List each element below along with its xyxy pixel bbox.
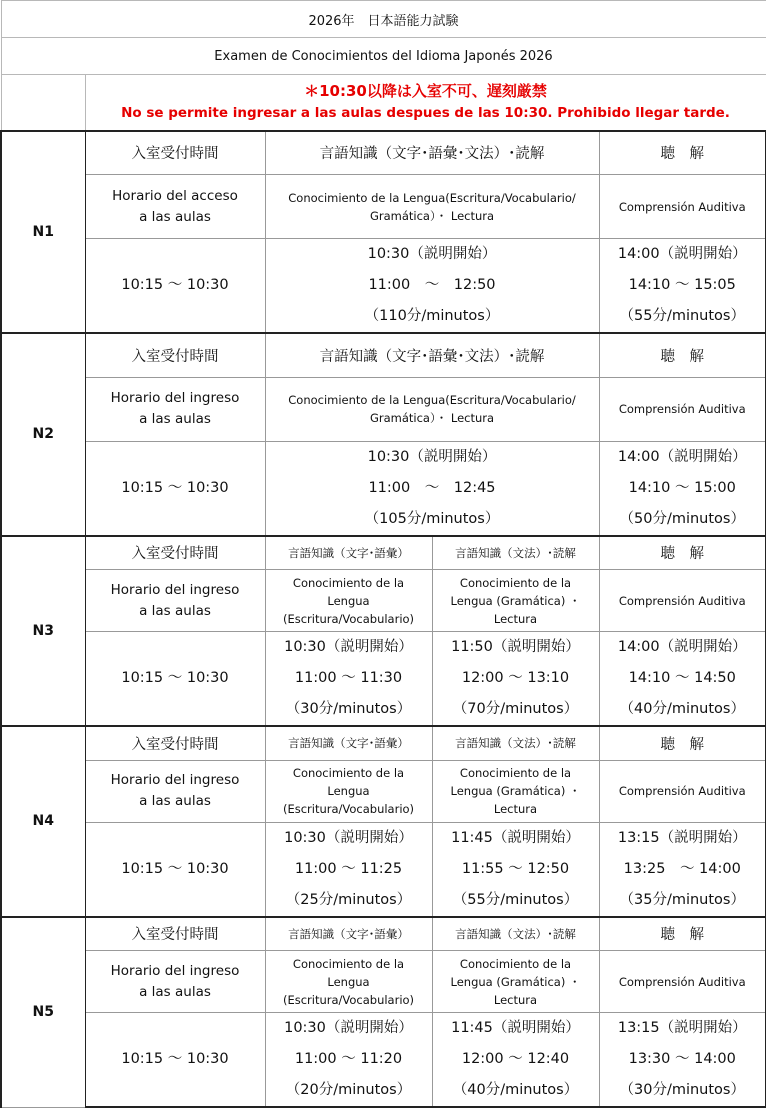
n4-chokai-es: Comprensión Auditiva — [599, 760, 766, 822]
n2-kyoku-header: 言語知識（文字･語彙･文法）･読解 — [265, 333, 599, 377]
n4-bunpo-header: 言語知識（文法）･読解 — [432, 726, 599, 760]
n5-chokai-times: 13:15（説明開始） 13:30 ～ 14:00 （30分/minutos） — [599, 1013, 766, 1108]
n3-chokai-header: 聴 解 — [599, 536, 766, 570]
n5-reception-es: Horario del ingreso a las aulas — [85, 951, 265, 1013]
n1-reception-time: 10:15 ～ 10:30 — [85, 239, 265, 334]
n2-reception-time: 10:15 ～ 10:30 — [85, 441, 265, 536]
n3-reception-es: Horario del ingreso a las aulas — [85, 570, 265, 632]
n3-moji-es: Conocimiento de la Lengua (Escritura/Vocabulario) — [265, 570, 432, 632]
n1-reception-header: 入室受付時間 — [85, 131, 265, 175]
level-n1: N1 — [1, 131, 85, 334]
n3-bunpo-es: Conocimiento de la Lengua (Gramática) ・ Lectura — [432, 570, 599, 632]
n3-chokai-es: Comprensión Auditiva — [599, 570, 766, 632]
n1-chokai-times: 14:00（説明開始） 14:10 ～ 15:05 （55分/minutos） — [599, 239, 766, 334]
notice-es: No se permite ingresar a las aulas despues de las 10:30. Prohibido llegar tarde. — [121, 105, 730, 122]
n5-reception-header: 入室受付時間 — [85, 917, 265, 951]
n4-sec2-times: 11:45（説明開始） 11:55 ～ 12:50 （55分/minutos） — [432, 822, 599, 917]
n4-bunpo-es: Conocimiento de la Lengua (Gramática) ・ Lectura — [432, 760, 599, 822]
n4-moji-es: Conocimiento de la Lengua (Escritura/Vocabulario) — [265, 760, 432, 822]
n3-sec2-times: 11:50（説明開始） 12:00 ～ 13:10 （70分/minutos） — [432, 632, 599, 727]
late-notice — [85, 75, 766, 131]
n5-moji-header: 言語知識（文字･語彙） — [265, 917, 432, 951]
n4-chokai-times: 13:15（説明開始） 13:25 ～ 14:00 （35分/minutos） — [599, 822, 766, 917]
level-n5: N5 — [1, 917, 85, 1108]
level-n3: N3 — [1, 536, 85, 727]
n2-reception-es: Horario del ingreso a las aulas — [85, 377, 265, 441]
n5-chokai-es: Comprensión Auditiva — [599, 951, 766, 1013]
title-es: Examen de Conocimientos del Idioma Japonés 2026 — [1, 38, 766, 75]
notice-jp: ＊10:30以降は入室不可、遅刻厳禁 — [304, 82, 547, 101]
n5-sec2-times: 11:45（説明開始） 12:00 ～ 12:40 （40分/minutos） — [432, 1013, 599, 1108]
n1-kyoku-header: 言語知識（文字･語彙･文法）･読解 — [265, 131, 599, 175]
n4-sec1-times: 10:30（説明開始） 11:00 ～ 11:25 （25分/minutos） — [265, 822, 432, 917]
n2-chokai-es: Comprensión Auditiva — [599, 377, 766, 441]
n5-moji-es: Conocimiento de la Lengua (Escritura/Vocabulario) — [265, 951, 432, 1013]
n4-chokai-header: 聴 解 — [599, 726, 766, 760]
n2-chokai-times: 14:00（説明開始） 14:10 ～ 15:00 （50分/minutos） — [599, 441, 766, 536]
n1-chokai-header: 聴 解 — [599, 131, 766, 175]
n2-kyoku-es: Conocimiento de la Lengua(Escritura/Vocabulario/ Gramática）・ Lectura — [265, 377, 599, 441]
level-n4: N4 — [1, 726, 85, 917]
n4-reception-header: 入室受付時間 — [85, 726, 265, 760]
n3-bunpo-header: 言語知識（文法）･読解 — [432, 536, 599, 570]
n1-sec1-times: 10:30（説明開始） 11:00 ～ 12:50 （110分/minutos） — [265, 239, 599, 334]
n5-bunpo-header: 言語知識（文法）･読解 — [432, 917, 599, 951]
n5-sec1-times: 10:30（説明開始） 11:00 ～ 11:20 （20分/minutos） — [265, 1013, 432, 1108]
level-n2: N2 — [1, 333, 85, 536]
n5-reception-time: 10:15 ～ 10:30 — [85, 1013, 265, 1108]
n3-sec1-times: 10:30（説明開始） 11:00 ～ 11:30 （30分/minutos） — [265, 632, 432, 727]
n4-reception-es: Horario del ingreso a las aulas — [85, 760, 265, 822]
n4-reception-time: 10:15 ～ 10:30 — [85, 822, 265, 917]
n3-reception-time: 10:15 ～ 10:30 — [85, 632, 265, 727]
title-jp: 2026年 日本語能力試験 — [1, 1, 766, 38]
n1-reception-es: Horario del acceso a las aulas — [85, 175, 265, 239]
n3-reception-header: 入室受付時間 — [85, 536, 265, 570]
n3-moji-header: 言語知識（文字･語彙） — [265, 536, 432, 570]
n3-chokai-times: 14:00（説明開始） 14:10 ～ 14:50 （40分/minutos） — [599, 632, 766, 727]
n2-reception-header: 入室受付時間 — [85, 333, 265, 377]
n5-chokai-header: 聴 解 — [599, 917, 766, 951]
n2-chokai-header: 聴 解 — [599, 333, 766, 377]
n2-sec1-times: 10:30（説明開始） 11:00 ～ 12:45 （105分/minutos） — [265, 441, 599, 536]
n1-kyoku-es: Conocimiento de la Lengua(Escritura/Vocabulario/ Gramática）・ Lectura — [265, 175, 599, 239]
n5-bunpo-es: Conocimiento de la Lengua (Gramática) ・ Lectura — [432, 951, 599, 1013]
n4-moji-header: 言語知識（文字･語彙） — [265, 726, 432, 760]
n1-chokai-es: Comprensión Auditiva — [599, 175, 766, 239]
